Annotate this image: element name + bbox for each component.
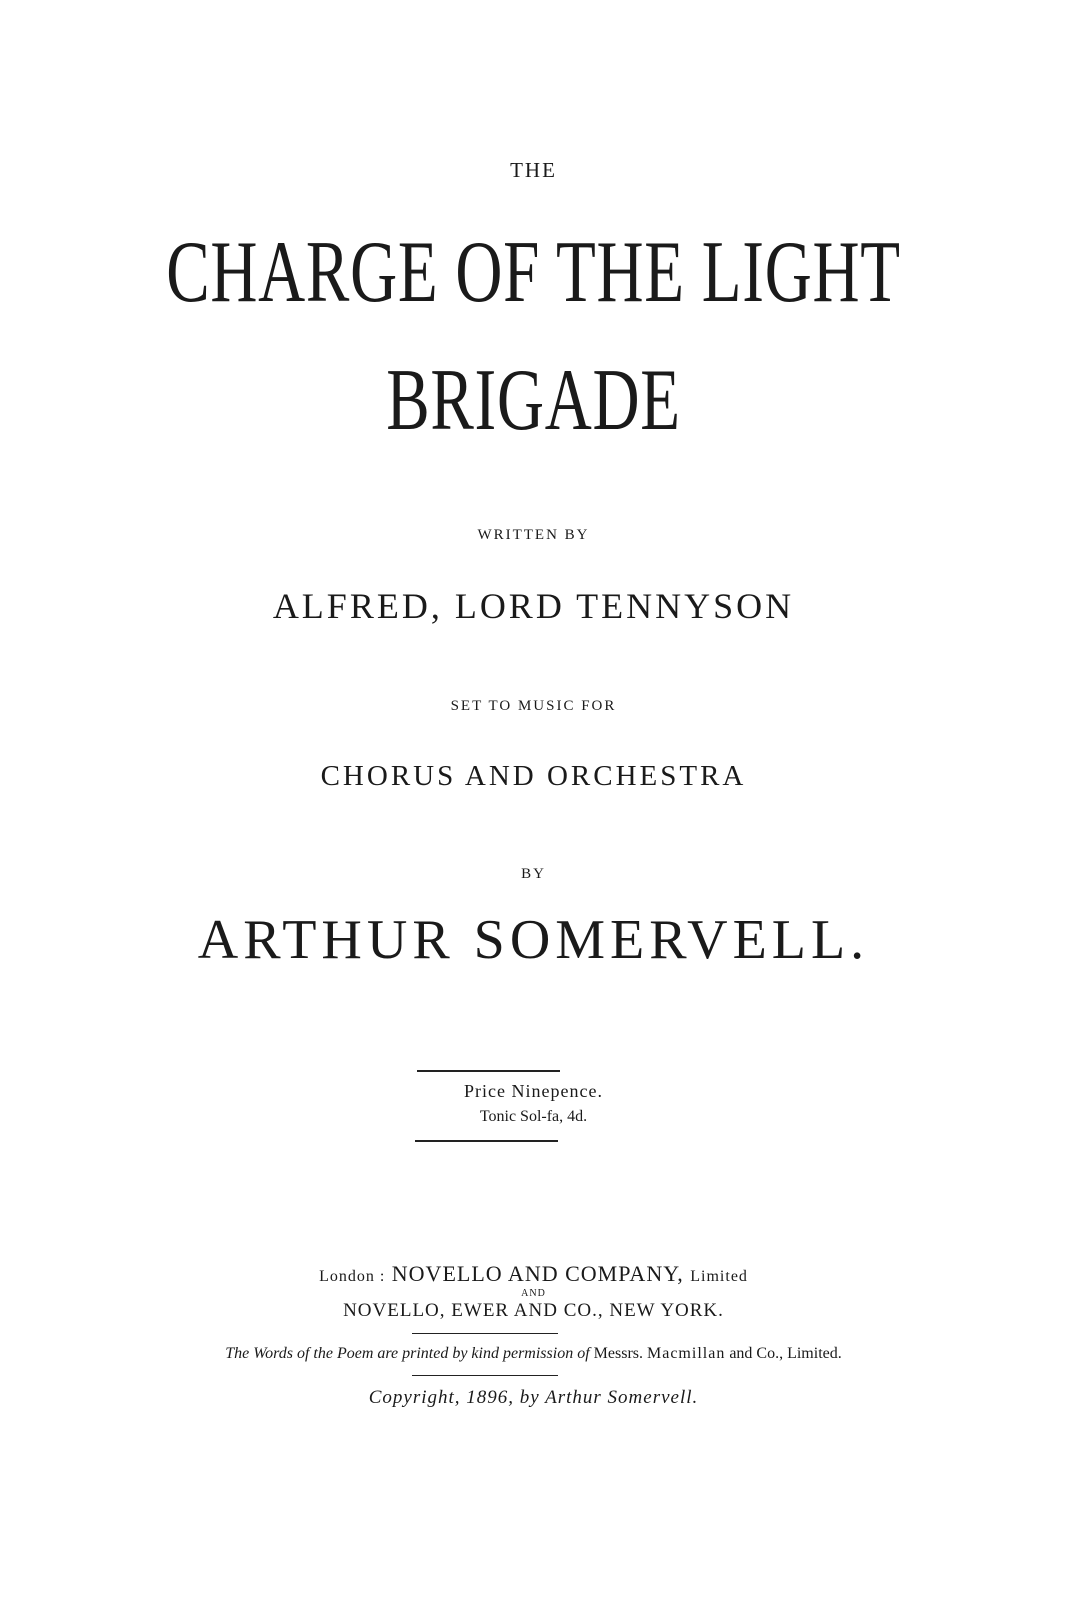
- composer-name: ARTHUR SOMERVELL.: [197, 909, 870, 971]
- written-by-label: WRITTEN BY: [477, 527, 590, 543]
- copyright-line: Copyright, 1896, by Arthur Somervell.: [368, 1387, 699, 1408]
- imprint-rule-2: [412, 1375, 558, 1376]
- permission-end: and Co., Limited.: [729, 1345, 842, 1362]
- price-text: Price Ninepence.: [464, 1081, 603, 1101]
- permission-messrs: Messrs.: [593, 1345, 643, 1362]
- title-article: THE: [510, 158, 557, 182]
- title-line-1: CHARGE OF THE LIGHT: [166, 224, 901, 321]
- publisher-name: NOVELLO AND COMPANY,: [391, 1261, 684, 1286]
- price-rule-top: [417, 1070, 560, 1072]
- and-label: AND: [521, 1288, 546, 1299]
- publisher-new-york: NOVELLO, EWER AND CO., NEW YORK.: [343, 1300, 724, 1321]
- title-line-2: BRIGADE: [386, 352, 681, 449]
- by-label: BY: [521, 866, 546, 882]
- macmillan-label: Macmillan: [647, 1345, 726, 1362]
- author-name: ALFRED, LORD TENNYSON: [272, 586, 795, 626]
- permission-line: [0, 1345, 1067, 1363]
- set-to-music-label: SET TO MUSIC FOR: [450, 698, 617, 714]
- imprint-rule-1: [412, 1333, 558, 1334]
- limited-label: Limited: [690, 1268, 748, 1285]
- permission-italic: The Words of the Poem are printed by kind permission of: [225, 1345, 590, 1362]
- city-label: London :: [319, 1268, 386, 1285]
- performing-forces: CHORUS AND ORCHESTRA: [320, 760, 747, 792]
- price-rule-bottom: [415, 1140, 558, 1142]
- publisher-line: [0, 1261, 1067, 1287]
- tonic-sol-fa-price: Tonic Sol-fa, 4d.: [479, 1108, 588, 1125]
